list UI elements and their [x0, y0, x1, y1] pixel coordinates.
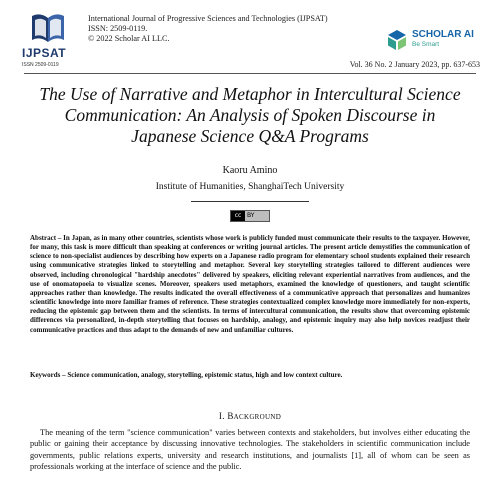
book-logo-icon — [28, 12, 68, 46]
title-divider — [191, 201, 309, 202]
author-name: Kaoru Amino — [222, 165, 278, 176]
scholar-ai-name: SCHOLAR AI — [412, 29, 474, 40]
header-divider — [24, 73, 476, 74]
volume-info: Vol. 36 No. 2 January 2023, pp. 637-653 — [349, 60, 480, 69]
journal-logo — [22, 12, 82, 74]
keywords: Keywords – Science communication, analogy, storytelling, epistemic status, high and low context culture. — [30, 371, 343, 379]
logo-issn: ISSN 2509-0119 — [22, 62, 59, 68]
logo-text: IJPSAT — [22, 46, 67, 60]
section-title-initial: B — [227, 411, 234, 421]
article-title: The Use of Narrative and Metaphor in Intercultural Science Communication: An Analysis of Spoken Discourse in Japanese Science Q&A Programs — [39, 84, 461, 146]
scholar-ai-logo — [385, 28, 485, 54]
scholar-ai-icon — [385, 28, 409, 52]
section-number: I. — [218, 411, 225, 421]
journal-issn: ISSN: 2509-0119. — [88, 24, 148, 33]
cc-icon: cc — [231, 211, 245, 221]
scholar-ai-tagline: Be Smart — [412, 41, 440, 48]
journal-info — [88, 14, 328, 44]
journal-name: International Journal of Progressive Sciences and Technologies (IJPSAT) — [88, 14, 328, 23]
journal-header — [0, 0, 500, 80]
abstract: Abstract – In Japan, as in many other countries, scientists whose work is publicly funded must communicate their results to the taxpayer. However, for many, this task is more difficult than speaking at conferences or writing journal articles. The present article demystifies the communication of science to non-specialist audiences by describing how experts on a Japanese radio program for elementary school students explained their research using communicative strategies linked to storytelling and metaphor. Several key storytelling strategies tailored to different audiences were observed, including chronological "hardship anecdotes" delivered by speakers, eliciting relevant experiential narratives from audiences, and the use of onomatopoeia to visualize scenes. Moreover, speakers used metaphors, examined the knowledge of questioners, and taught scientific approaches rather than knowledge. The results indicated the overall effectiveness of a communicative approach that personalizes and humanizes scientific knowledge into more familiar frames of reference. These strategies contextualized complex knowledge more immediately for non-experts, reducing the epistemic gap between them and the scientists. In terms of intercultural communication, the results show that overcoming epistemic differences via personalized, in-depth storytelling that focuses on hardship, analogy, and epistemic inquiry may also help novices readjust their communicative practices and thus adapt to the demands of new and unfamiliar cultures. — [30, 234, 470, 334]
journal-copyright: © 2022 Scholar AI LLC. — [88, 34, 170, 43]
cc-by-label: BY — [247, 212, 255, 219]
cc-license-badge[interactable] — [230, 210, 270, 222]
author-affiliation: Institute of Humanities, ShanghaiTech University — [155, 182, 345, 192]
section-heading — [0, 411, 500, 421]
section-title-rest: ACKGROUND — [233, 413, 282, 421]
body-paragraph: The meaning of the term "science communication" varies between contexts and stakeholders, but involves either educating the public or gaining their acceptance by discussing innovative technologies. The stakeholders in scientific communication include governments, public relations experts, university and research institutions, and journalists [1], all of whom can be seen as professionals working at the interface of science and the public. — [30, 428, 470, 472]
